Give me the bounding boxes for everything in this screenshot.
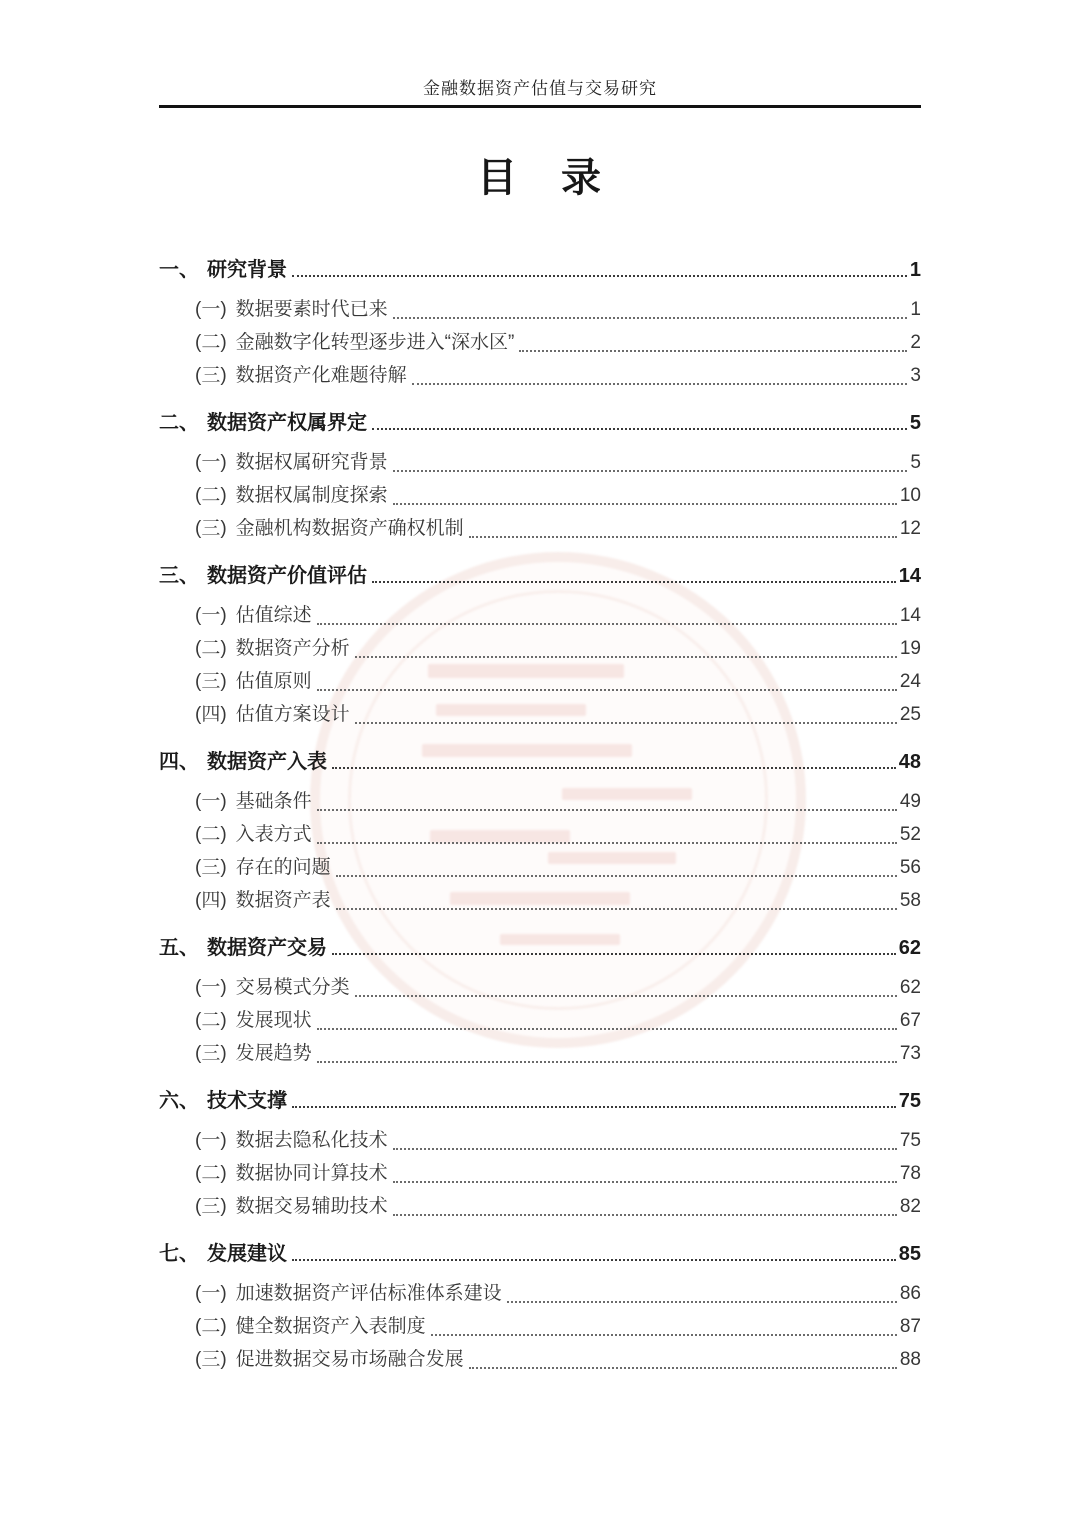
toc-entry-number: (一) bbox=[195, 299, 227, 320]
toc-entry-page-number: 10 bbox=[899, 485, 921, 506]
toc-entry-number: (三) bbox=[195, 1349, 227, 1370]
toc-entry-label: 数据资产表 bbox=[235, 890, 331, 911]
page-header bbox=[0, 0, 1080, 108]
toc-entry-number: (一) bbox=[195, 452, 227, 473]
toc-entry-number: 五、 bbox=[159, 937, 199, 959]
toc-entry-number: (一) bbox=[195, 791, 227, 812]
toc-sub-entry[interactable] bbox=[159, 293, 921, 326]
toc-entry-page-number: 75 bbox=[899, 1130, 921, 1151]
toc-entry-label: 数据交易辅助技术 bbox=[235, 1196, 388, 1217]
toc-entry-page-number: 82 bbox=[899, 1196, 921, 1217]
toc-entry-number: (二) bbox=[195, 824, 227, 845]
toc-entry-label: 发展建议 bbox=[207, 1243, 287, 1265]
toc-entry-number: (二) bbox=[195, 638, 227, 659]
toc-entry-label: 估值原则 bbox=[235, 671, 312, 692]
dot-leader bbox=[393, 1214, 897, 1216]
toc-entry-page-number: 56 bbox=[899, 857, 921, 878]
toc-sub-entry[interactable] bbox=[159, 512, 921, 545]
toc-entry-number: (一) bbox=[195, 605, 227, 626]
toc-entry-page-number: 75 bbox=[898, 1090, 921, 1112]
toc-entry-page-number: 62 bbox=[898, 937, 921, 959]
dot-leader bbox=[507, 1301, 897, 1303]
toc-sub-entry[interactable] bbox=[159, 785, 921, 818]
dot-leader bbox=[355, 722, 897, 724]
toc-sub-entry[interactable] bbox=[159, 1037, 921, 1070]
toc-sub-entry[interactable] bbox=[159, 818, 921, 851]
toc-entry-page-number: 25 bbox=[899, 704, 921, 725]
toc-entry-label: 存在的问题 bbox=[235, 857, 331, 878]
toc-entry-label: 数据资产入表 bbox=[207, 751, 327, 773]
dot-leader bbox=[317, 842, 897, 844]
toc-entry-number: 一、 bbox=[159, 259, 199, 281]
dot-leader bbox=[332, 767, 896, 769]
toc-entry-label: 数据资产价值评估 bbox=[207, 565, 367, 587]
toc-entry-label: 估值综述 bbox=[235, 605, 312, 626]
toc-sub-entry[interactable] bbox=[159, 359, 921, 392]
toc-entry-label: 技术支撑 bbox=[207, 1090, 287, 1112]
toc-entry-label: 交易模式分类 bbox=[235, 977, 350, 998]
toc-entry-label: 入表方式 bbox=[235, 824, 312, 845]
toc-entry-number: (二) bbox=[195, 1316, 227, 1337]
dot-leader bbox=[412, 383, 908, 385]
toc-entry-label: 研究背景 bbox=[207, 259, 287, 281]
toc-entry-label: 数据资产化难题待解 bbox=[235, 365, 407, 386]
toc-entry-label: 数据权属研究背景 bbox=[235, 452, 388, 473]
toc-entry-label: 金融数字化转型逐步进入“深水区” bbox=[235, 332, 515, 353]
dot-leader bbox=[393, 317, 908, 319]
toc-entry-page-number: 3 bbox=[910, 365, 921, 386]
dot-leader bbox=[393, 470, 908, 472]
toc-entry-page-number: 52 bbox=[899, 824, 921, 845]
toc-entry-label: 金融机构数据资产确权机制 bbox=[235, 518, 464, 539]
toc-entry-page-number: 5 bbox=[909, 412, 921, 434]
header-rule bbox=[159, 105, 921, 108]
toc-sub-entry[interactable] bbox=[159, 1310, 921, 1343]
toc-entry-page-number: 48 bbox=[898, 751, 921, 773]
toc-entry-number: (三) bbox=[195, 518, 227, 539]
dot-leader bbox=[336, 908, 897, 910]
dot-leader bbox=[317, 1061, 897, 1063]
toc-entry-label: 数据要素时代已来 bbox=[235, 299, 388, 320]
dot-leader bbox=[519, 350, 907, 352]
toc-entry-page-number: 85 bbox=[898, 1243, 921, 1265]
toc-sub-entry[interactable] bbox=[159, 698, 921, 731]
toc-entry-number: 七、 bbox=[159, 1243, 199, 1265]
toc-entry-number: (二) bbox=[195, 1163, 227, 1184]
toc-entry-page-number: 88 bbox=[899, 1349, 921, 1370]
dot-leader bbox=[292, 1259, 896, 1261]
dot-leader bbox=[393, 503, 897, 505]
dot-leader bbox=[336, 875, 897, 877]
toc-sub-entry[interactable] bbox=[159, 1124, 921, 1157]
toc-entry-page-number: 19 bbox=[899, 638, 921, 659]
toc-entry-page-number: 87 bbox=[899, 1316, 921, 1337]
toc-entry-page-number: 62 bbox=[899, 977, 921, 998]
toc-entry-page-number: 14 bbox=[899, 605, 921, 626]
dot-leader bbox=[431, 1334, 897, 1336]
toc-entry-label: 数据权属制度探索 bbox=[235, 485, 388, 506]
toc-entry-label: 估值方案设计 bbox=[235, 704, 350, 725]
toc-entry-page-number: 49 bbox=[899, 791, 921, 812]
table-of-contents bbox=[159, 255, 921, 1376]
toc-entry-label: 数据资产交易 bbox=[207, 937, 327, 959]
toc-entry-page-number: 78 bbox=[899, 1163, 921, 1184]
toc-entry-number: (三) bbox=[195, 365, 227, 386]
dot-leader bbox=[317, 809, 897, 811]
toc-entry-page-number: 2 bbox=[910, 332, 921, 353]
toc-sub-entry[interactable] bbox=[159, 599, 921, 632]
toc-entry-label: 发展趋势 bbox=[235, 1043, 312, 1064]
toc-entry-label: 发展现状 bbox=[235, 1010, 312, 1031]
toc-entry-page-number: 12 bbox=[899, 518, 921, 539]
toc-entry-page-number: 86 bbox=[899, 1283, 921, 1304]
toc-entry-page-number: 1 bbox=[910, 299, 921, 320]
toc-entry-label: 加速数据资产评估标准体系建设 bbox=[235, 1283, 502, 1304]
toc-sub-entry[interactable] bbox=[159, 1004, 921, 1037]
toc-entry-page-number: 5 bbox=[910, 452, 921, 473]
dot-leader bbox=[355, 995, 897, 997]
toc-entry-label: 数据资产分析 bbox=[235, 638, 350, 659]
toc-entry-number: 四、 bbox=[159, 751, 199, 773]
toc-sub-entry[interactable] bbox=[159, 1190, 921, 1223]
dot-leader bbox=[469, 1367, 897, 1369]
toc-entry-page-number: 73 bbox=[899, 1043, 921, 1064]
toc-sub-entry[interactable] bbox=[159, 851, 921, 884]
toc-entry-number: 三、 bbox=[159, 565, 199, 587]
dot-leader bbox=[372, 581, 896, 583]
toc-sub-entry[interactable] bbox=[159, 665, 921, 698]
dot-leader bbox=[332, 953, 896, 955]
dot-leader bbox=[317, 689, 897, 691]
toc-sub-entry[interactable] bbox=[159, 446, 921, 479]
toc-entry-label: 健全数据资产入表制度 bbox=[235, 1316, 426, 1337]
toc-sub-entry[interactable] bbox=[159, 1157, 921, 1190]
running-header-title: 金融数据资产估值与交易研究 bbox=[423, 79, 657, 98]
toc-sub-entry[interactable] bbox=[159, 1277, 921, 1310]
toc-entry-label: 促进数据交易市场融合发展 bbox=[235, 1349, 464, 1370]
toc-sub-entry[interactable] bbox=[159, 326, 921, 359]
toc-sub-entry[interactable] bbox=[159, 632, 921, 665]
toc-entry-page-number: 58 bbox=[899, 890, 921, 911]
toc-entry-page-number: 24 bbox=[899, 671, 921, 692]
toc-entry-page-number: 67 bbox=[899, 1010, 921, 1031]
toc-entry-number: (三) bbox=[195, 671, 227, 692]
toc-entry-page-number: 14 bbox=[898, 565, 921, 587]
toc-sub-entry[interactable] bbox=[159, 884, 921, 917]
toc-entry-number: (四) bbox=[195, 704, 227, 725]
toc-section-entry[interactable] bbox=[159, 408, 921, 438]
toc-entry-number: (二) bbox=[195, 1010, 227, 1031]
toc-entry-number: 二、 bbox=[159, 412, 199, 434]
toc-entry-number: 六、 bbox=[159, 1090, 199, 1112]
toc-entry-number: (四) bbox=[195, 890, 227, 911]
toc-section-entry[interactable] bbox=[159, 747, 921, 777]
dot-leader bbox=[393, 1181, 897, 1183]
toc-entry-page-number: 1 bbox=[909, 259, 921, 281]
toc-entry-number: (三) bbox=[195, 1043, 227, 1064]
dot-leader bbox=[292, 275, 907, 277]
toc-sub-entry[interactable] bbox=[159, 971, 921, 1004]
toc-section-entry[interactable] bbox=[159, 933, 921, 963]
toc-section-entry[interactable] bbox=[159, 1239, 921, 1269]
dot-leader bbox=[292, 1106, 896, 1108]
toc-section-entry[interactable] bbox=[159, 561, 921, 591]
dot-leader bbox=[317, 1028, 897, 1030]
toc-sub-entry[interactable] bbox=[159, 479, 921, 512]
toc-section-entry[interactable] bbox=[159, 1086, 921, 1116]
toc-section-entry[interactable] bbox=[159, 255, 921, 285]
dot-leader bbox=[393, 1148, 897, 1150]
dot-leader bbox=[317, 623, 897, 625]
toc-entry-label: 基础条件 bbox=[235, 791, 312, 812]
toc-entry-number: (三) bbox=[195, 1196, 227, 1217]
dot-leader bbox=[469, 536, 897, 538]
toc-entry-number: (一) bbox=[195, 1130, 227, 1151]
toc-entry-label: 数据去隐私化技术 bbox=[235, 1130, 388, 1151]
dot-leader bbox=[355, 656, 897, 658]
toc-entry-number: (二) bbox=[195, 332, 227, 353]
toc-entry-number: (二) bbox=[195, 485, 227, 506]
toc-entry-label: 数据资产权属界定 bbox=[207, 412, 367, 434]
toc-entry-number: (三) bbox=[195, 857, 227, 878]
toc-sub-entry[interactable] bbox=[159, 1343, 921, 1376]
dot-leader bbox=[372, 428, 907, 430]
toc-entry-number: (一) bbox=[195, 977, 227, 998]
page-title: 目 录 bbox=[477, 156, 603, 200]
toc-entry-number: (一) bbox=[195, 1283, 227, 1304]
toc-entry-label: 数据协同计算技术 bbox=[235, 1163, 388, 1184]
